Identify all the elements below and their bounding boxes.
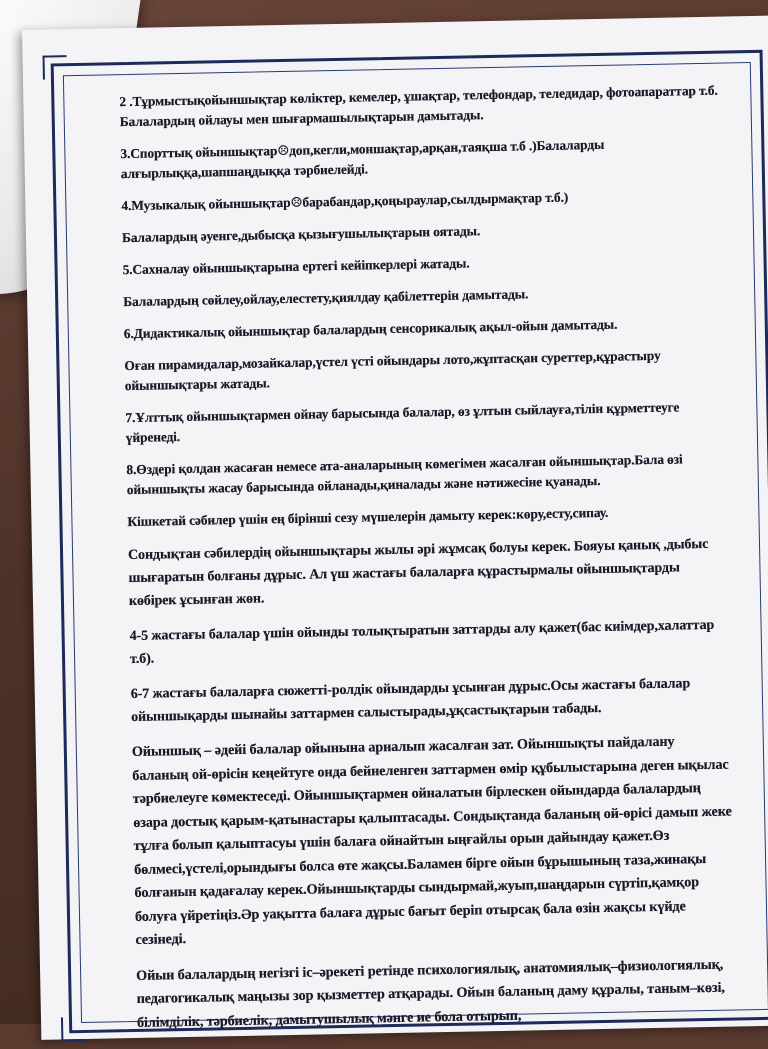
document-text [119, 81, 737, 1047]
frame-corner-ornament [61, 1017, 85, 1041]
paragraph: Ойыншық – әдейі балалар ойынына арналып жасалған зат. Ойыншықты пайдалану баланың ой-өрісін кеңейтуге онда бейнеленген заттармен өмір құбылыстарына деген ықылас тәрбиелеуге көмектеседі. Ойыншықтармен ойналатын бірлескен ойындарда балалардың өзара достық қарым-қатынастары қалыптасады. Сондықтанда баланың ой-өрісі дамып жеке тұлға болып қалыптасуы үшін балаға ойнайтын ыңғайлы орын дайындау қажет.Өз бөлмесі,үстелі,орындығы болса өте жақсы.Баламен бірге ойын бұрышының таза,жинақы болғанын қадағалау керек.Ойыншықтарды сындырмай,жуып,шаңдарын сүртіп,қамқор болуға үйретіңіз.Әр уақытта балаға дұрыс бағыт беріп отырсақ бала өзін жақсы күйде сезінеді. [131, 733, 732, 948]
paragraph: Оған пирамидалар,мозайкалар,үстел үсті ойындары лото,жұптасқан суреттер,құрастыру ойыншықтары жатады. [124, 347, 661, 394]
paragraph: 5.Сахналау ойыншықтарына ертегі кейіпкерлері жатады. [122, 255, 470, 278]
paragraph: 8.Өздері қолдан жасаған немесе ата-аналарының көмегімен жасалған ойыншықтар.Бала өзі ойыншықты жасау барысында ойланады,қиналады және нәтижесіне қуанады. [126, 451, 683, 498]
paragraph: Ойын балалардың негізгі іс–әрекеті ретінде психологиялық, анатомиялық–физиологиялық, педагогикалық маңызы зор қызметтер атқарады. Ойын баланың даму құралы, таным–көзі, білімділік, тәрбиелік, дамытушылық мәнге ие бола отырып, [136, 956, 725, 1031]
paragraph: 4.Музыкалық ойыншықтар☹барабандар,қоңыраулар,сылдырмақтар т.б.) [121, 189, 569, 214]
paragraph: 3.Спорттық ойыншықтар☹доп,кегли,моншақтар,арқан,таяқша т.б .)Балаларды алғырлыққа,шапшаңдыққа тәрбиелейді. [120, 136, 605, 182]
paragraph: 7.Ұлттық ойыншықтармен ойнау барысында балалар, өз ұлтын сыйлауға,тілін құрметтеуге үйренеді. [125, 399, 680, 446]
paragraph: Кішкетай сәбилер үшін ең бірінші сезу мүшелерін дамыту керек:көру,есту,сипау. [127, 504, 609, 530]
paragraph: 4-5 жастағы балалар үшін ойынды толықтыратын заттарды алу қажет(бас киімдер,халаттар т.б). [129, 617, 715, 668]
paragraph: 6-7 жастағы балаларға сюжетті-ролдік ойындарды ұсынған дұрыс.Осы жастағы балалар ойыншықарды шынайы заттармен салыстырады,ұқсастықтарын табады. [130, 676, 691, 726]
paragraph: 2 .Тұрмыстықойыншықтар көліктер, кемелер, ұшақтар, телефондар, теледидар, фотоапараттар т.б. Балалардың ойлауы мен шығармашылықтарын дамытады. [119, 82, 718, 130]
paragraph: Сондықтан сәбилердің ойыншықтары жылы әрі жұмсақ болуы керек. Бояуы қанық ,дыбыс шығаратын болғаны дұрыс. Ал үш жастағы балаларға құрастырмалы ойыншықтарды көбірек ұсынған жөн. [127, 536, 709, 610]
paragraph: Балалардың сөйлеу,ойлау,елестету,қиялдау қабілеттерін дамытады. [123, 286, 529, 310]
paragraph: Балалардың әуенге,дыбысқа қызығушылықтарын оятады. [121, 223, 481, 246]
frame-corner-ornament [42, 55, 66, 79]
paragraph: 6.Дидактикалық ойыншықтар балалардың сенсорикалық ақыл-ойын дамытады. [123, 316, 618, 342]
paper-sheet [22, 15, 768, 1039]
